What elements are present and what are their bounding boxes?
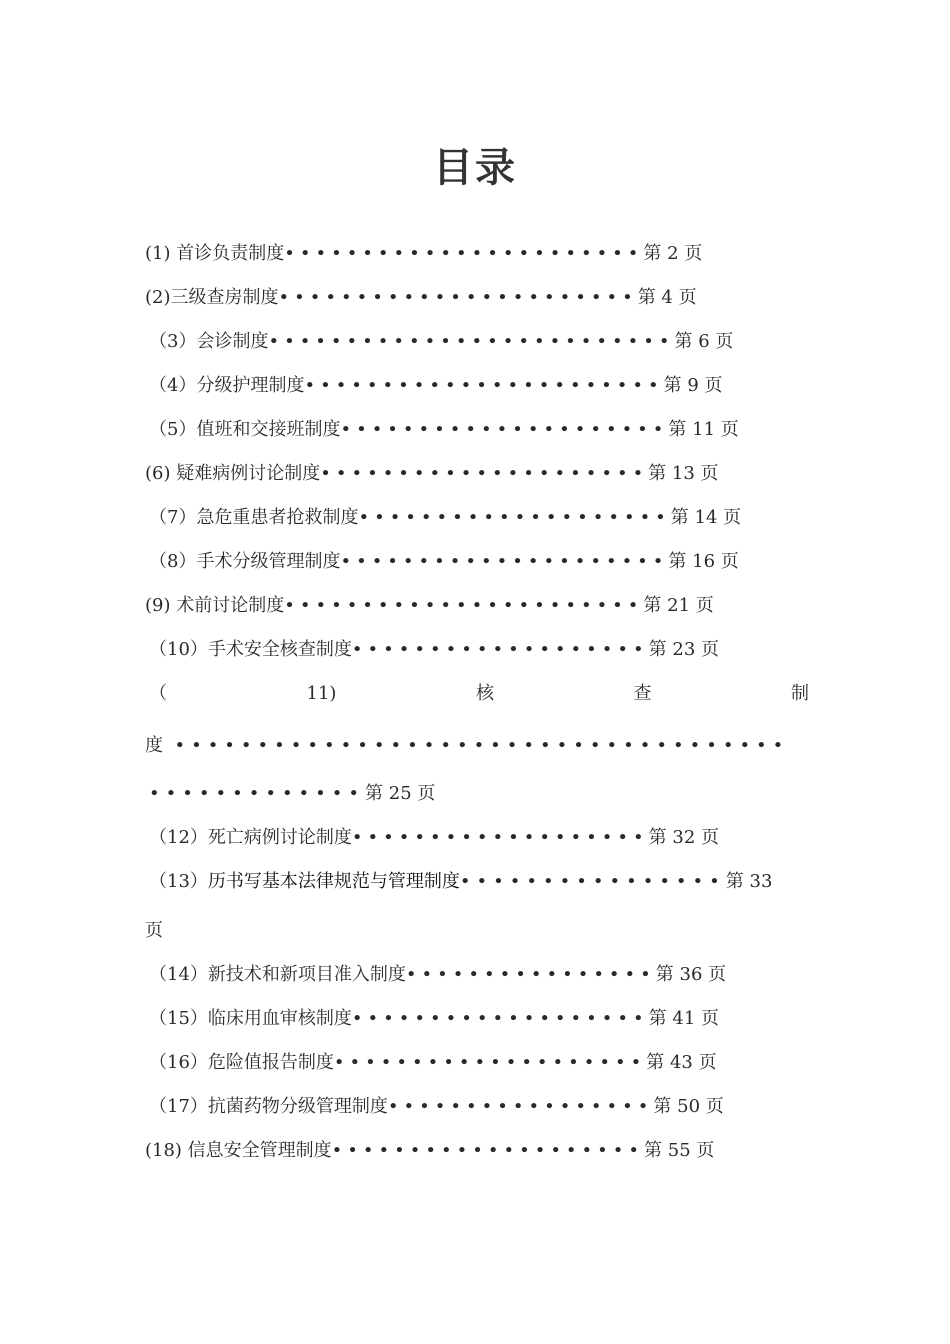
toc-entry-page: 第 23 页 bbox=[648, 639, 719, 660]
toc-entry[interactable] bbox=[149, 549, 739, 575]
toc-entry-label-part: 制 bbox=[791, 683, 809, 704]
toc-entry-label: （15）临床用血审核制度 bbox=[149, 1008, 352, 1029]
toc-entry-label: (9) 术前讨论制度 bbox=[145, 595, 285, 616]
toc-entry-justified[interactable] bbox=[149, 681, 809, 707]
page-title: 目录 bbox=[433, 144, 517, 191]
toc-entry-page: 第 41 页 bbox=[648, 1008, 719, 1029]
toc-entry-page: 第 43 页 bbox=[646, 1052, 717, 1073]
toc-entry-continuation[interactable] bbox=[149, 781, 435, 807]
toc-entry-page: 第 55 页 bbox=[644, 1140, 715, 1161]
leader-dots: ••••••••••••••••• bbox=[387, 1096, 654, 1117]
toc-entry[interactable] bbox=[149, 825, 719, 851]
leader-dots: •••••••••••••••••••••••••• bbox=[268, 331, 675, 352]
leader-dots: ••••••••••••••••••••• bbox=[340, 551, 669, 572]
toc-entry-label: (6) 疑难病例讨论制度 bbox=[145, 463, 321, 484]
toc-entry-label: 历书写基本法律规范与管理制度 bbox=[207, 871, 460, 892]
toc-entry-page: 第 36 页 bbox=[655, 964, 727, 985]
toc-entry-page: 第 32 页 bbox=[648, 827, 719, 848]
toc-entry-label-prefix: （13） bbox=[149, 871, 208, 892]
leader-dots: •••••••••••••••••••• bbox=[333, 1052, 647, 1073]
toc-entry-label-part: 11) bbox=[306, 683, 337, 704]
toc-entry-page: 第 21 页 bbox=[643, 595, 714, 616]
leader-dots: •••••••••••••••• bbox=[405, 964, 656, 985]
toc-entry[interactable] bbox=[149, 869, 772, 895]
toc-entry-label: （7）急危重患者抢救制度 bbox=[149, 507, 359, 528]
toc-entry[interactable] bbox=[149, 1006, 719, 1032]
toc-entry-page: 第 50 页 bbox=[653, 1096, 724, 1117]
toc-entry-label: （12）死亡病例讨论制度 bbox=[149, 827, 352, 848]
toc-entry-label: (2)三级查房制度 bbox=[145, 287, 279, 308]
leader-dots: ••••••••••••••••••• bbox=[351, 639, 649, 660]
toc-entry[interactable] bbox=[149, 417, 739, 443]
toc-entry[interactable] bbox=[145, 461, 719, 487]
toc-entry[interactable] bbox=[149, 1094, 724, 1120]
toc-entry-page: 第 4 页 bbox=[637, 287, 697, 308]
toc-entry-label: (1) 首诊负责制度 bbox=[145, 243, 285, 264]
toc-entry-label: （5）值班和交接班制度 bbox=[149, 419, 341, 440]
toc-entry-page-cont: 页 bbox=[145, 920, 163, 941]
toc-entry-label: (18) 信息安全管理制度 bbox=[145, 1140, 332, 1161]
leader-dots: •••••••••••••••••••• bbox=[331, 1140, 645, 1161]
toc-entry-page: 第 16 页 bbox=[668, 551, 739, 572]
leader-dots: ••••••••••••••••••••••• bbox=[278, 287, 638, 308]
leader-dots: ••••••••••••••••••••••• bbox=[284, 595, 644, 616]
toc-entry-label-part: （ bbox=[149, 683, 167, 704]
toc-entry-page: 第 13 页 bbox=[648, 463, 719, 484]
toc-entry[interactable] bbox=[149, 637, 719, 663]
toc-entry-label: （4）分级护理制度 bbox=[149, 375, 305, 396]
toc-entry-label-part: 查 bbox=[633, 683, 652, 704]
toc-entry-continuation[interactable] bbox=[145, 733, 789, 759]
leader-dots: •••••••••••••••••••• bbox=[358, 507, 671, 528]
toc-entry-label: （16）危险值报告制度 bbox=[149, 1052, 334, 1073]
leader-dots: ••••••••••••• bbox=[149, 783, 366, 804]
toc-entry-page: 第 14 页 bbox=[670, 507, 742, 528]
toc-entry[interactable] bbox=[149, 505, 741, 531]
leader-dots: ••••••••••••••••••••• bbox=[320, 463, 649, 484]
toc-entry-label: （17）抗菌药物分级管理制度 bbox=[149, 1096, 388, 1117]
leader-dots: ••••••••••••••••••••••• bbox=[284, 243, 644, 264]
toc-entry[interactable] bbox=[149, 329, 733, 355]
toc-entry-label: （14）新技术和新项目准入制度 bbox=[149, 964, 406, 985]
toc-entry-page: 第 2 页 bbox=[643, 243, 703, 264]
leader-dots: •••••••••••••••• bbox=[459, 871, 726, 892]
leader-dots: ••••••••••••••••••••• bbox=[340, 419, 669, 440]
toc-entry-label-part: 核 bbox=[475, 683, 494, 704]
toc-entry[interactable] bbox=[145, 241, 702, 267]
toc-entry[interactable] bbox=[145, 1138, 714, 1164]
toc-entry-page: 第 11 页 bbox=[668, 419, 739, 440]
toc-entry-label: （3）会诊制度 bbox=[149, 331, 269, 352]
leader-dots: ••••••••••••••••••• bbox=[351, 1008, 649, 1029]
toc-entry-continuation[interactable] bbox=[145, 918, 163, 944]
toc-entry-label: （8）手术分级管理制度 bbox=[149, 551, 341, 572]
toc-entry-page: 第 9 页 bbox=[663, 375, 723, 396]
toc-entry[interactable] bbox=[149, 1050, 717, 1076]
toc-entry[interactable] bbox=[145, 285, 697, 311]
toc-entry-page: 第 33 bbox=[725, 871, 773, 892]
toc-entry[interactable] bbox=[149, 962, 726, 988]
toc-entry[interactable] bbox=[149, 373, 723, 399]
toc-entry-label-cont: 度 bbox=[145, 735, 163, 756]
leader-dots: ••••••••••••••••••••••••••••••••••••• bbox=[174, 735, 790, 756]
leader-dots: ••••••••••••••••••• bbox=[351, 827, 649, 848]
toc-entry-page: 第 25 页 bbox=[365, 783, 436, 804]
toc-entry[interactable] bbox=[145, 593, 714, 619]
leader-dots: ••••••••••••••••••••••• bbox=[304, 375, 664, 396]
toc-entry-label: （10）手术安全核查制度 bbox=[149, 639, 352, 660]
toc-entry-page: 第 6 页 bbox=[674, 331, 734, 352]
